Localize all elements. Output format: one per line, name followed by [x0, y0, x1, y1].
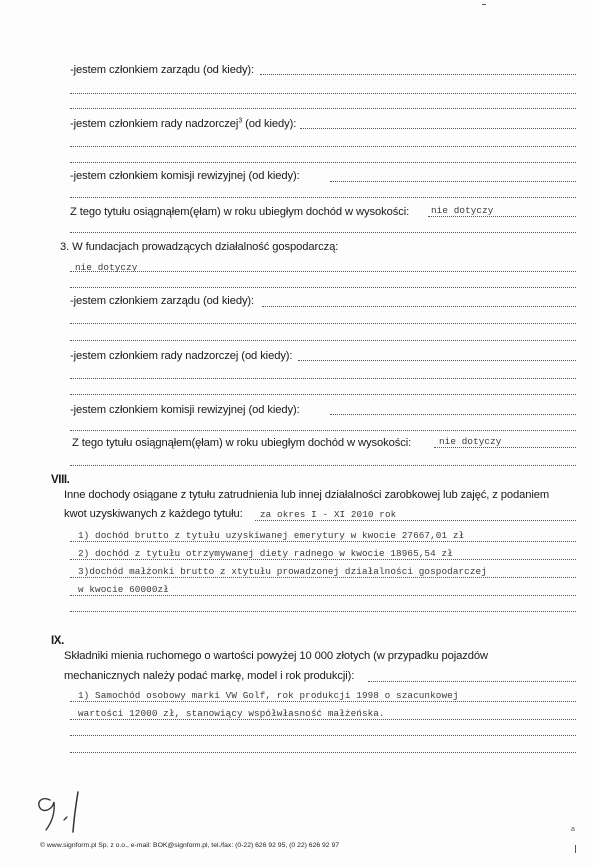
- section-viii-line-2: 2) dochód z tytułu otrzymywanej diety radnego w kwocie 18965,54 zł: [78, 548, 453, 559]
- fill-line: [298, 360, 576, 361]
- section-viii-period: za okres I - XI 2010 rok: [260, 509, 397, 520]
- fill-line: [70, 559, 576, 560]
- fill-line: [70, 378, 576, 379]
- fill-line: [70, 108, 576, 109]
- fill-line: [70, 323, 576, 324]
- handwritten-initials-icon: [28, 786, 118, 838]
- section-ix-line-2: wartości 12000 zł, stanowiący współwłasność małżeńska.: [78, 708, 385, 719]
- fill-line: [330, 181, 576, 182]
- s3-income-value: nie dotyczy: [439, 436, 502, 447]
- fill-line: [300, 128, 576, 129]
- fill-line: [70, 611, 576, 612]
- s2-board-label: -jestem członkiem zarządu (od kiedy):: [70, 64, 255, 76]
- fill-line: [70, 430, 576, 431]
- fill-line: [70, 340, 576, 341]
- s3-supervisory-label: -jestem członkiem rady nadzorczej (od kiedy):: [70, 350, 293, 362]
- fill-line: [330, 414, 576, 415]
- fill-line: [368, 681, 576, 682]
- section-viii-number: VIII.: [51, 474, 70, 486]
- section-viii-line-4: w kwocie 60000zł: [78, 584, 169, 595]
- fill-line: [70, 162, 576, 163]
- section-ix-text-1: Składniki mienia ruchomego o wartości powyżej 10 000 złotych (w przypadku pojazdów: [64, 650, 488, 662]
- section-viii-line-1: 1) dochód brutto z tytułu uzyskiwanej emerytury w kwocie 27667,01 zł: [78, 530, 465, 541]
- fill-line: [255, 520, 576, 521]
- s3-audit-label: -jestem członkiem komisji rewizyjnej (od kiedy):: [70, 404, 300, 416]
- fill-line: [434, 447, 576, 448]
- fill-line: [260, 74, 576, 75]
- s3-income-label: Z tego tytułu osiągnąłem(ęłam) w roku ubiegłym dochód w wysokości:: [72, 437, 412, 449]
- footer-text: © www.signform.pl Sp. z o.o., e-mail: BOK@signform.pl, tel./fax: (0-22) 626 92 95, (0 22) 626 92 97: [40, 842, 340, 849]
- scan-speck: [575, 845, 576, 853]
- section-ix-line-1: 1) Samochód osobowy marki VW Golf, rok produkcji 1998 o szacunkowej: [78, 690, 459, 701]
- section-ix-text-2: mechanicznych należy podać markę, model i rok produkcji):: [64, 670, 355, 682]
- section-viii-text-1: Inne dochody osiągane z tytułu zatrudnienia lub innej działalności zarobkowej lub zajęć, z podaniem: [64, 489, 550, 501]
- s2-income-value: nie dotyczy: [431, 205, 494, 216]
- fill-line: [262, 306, 576, 307]
- fill-line: [70, 232, 576, 233]
- s3-title: 3. W fundacjach prowadzących działalność gospodarczą:: [60, 241, 339, 253]
- s3-board-label: -jestem członkiem zarządu (od kiedy):: [70, 295, 255, 307]
- s3-value: nie dotyczy: [75, 262, 138, 273]
- fill-line: [70, 735, 576, 736]
- s2-supervisory-label: -jestem członkiem rady nadzorczej$^3$ (od kiedy):: [70, 117, 297, 130]
- fill-line: [70, 577, 576, 578]
- fill-line: [70, 719, 576, 720]
- fill-line: [70, 197, 576, 198]
- scan-speck: [482, 4, 486, 5]
- fill-line: [428, 216, 576, 217]
- s2-audit-label: -jestem członkiem komisji rewizyjnej (od kiedy):: [70, 170, 300, 182]
- section-ix-number: IX.: [51, 635, 64, 647]
- fill-line: [70, 271, 576, 272]
- fill-line: [70, 287, 576, 288]
- fill-line: [70, 595, 576, 596]
- page-mark: a: [571, 826, 575, 833]
- fill-line: [70, 541, 576, 542]
- fill-line: [70, 93, 576, 94]
- fill-line: [70, 752, 576, 753]
- fill-line: [70, 465, 576, 466]
- s2-income-label: Z tego tytułu osiągnąłem(ęłam) w roku ubiegłym dochód w wysokości:: [70, 206, 410, 218]
- fill-line: [70, 701, 576, 702]
- fill-line: [70, 146, 576, 147]
- fill-line: [70, 394, 576, 395]
- section-viii-text-2: kwot uzyskiwanych z każdego tytułu:: [64, 508, 243, 520]
- section-viii-line-3: 3)dochód małżonki brutto z xtytułu prowadzonej działalności gospodarczej: [78, 566, 487, 577]
